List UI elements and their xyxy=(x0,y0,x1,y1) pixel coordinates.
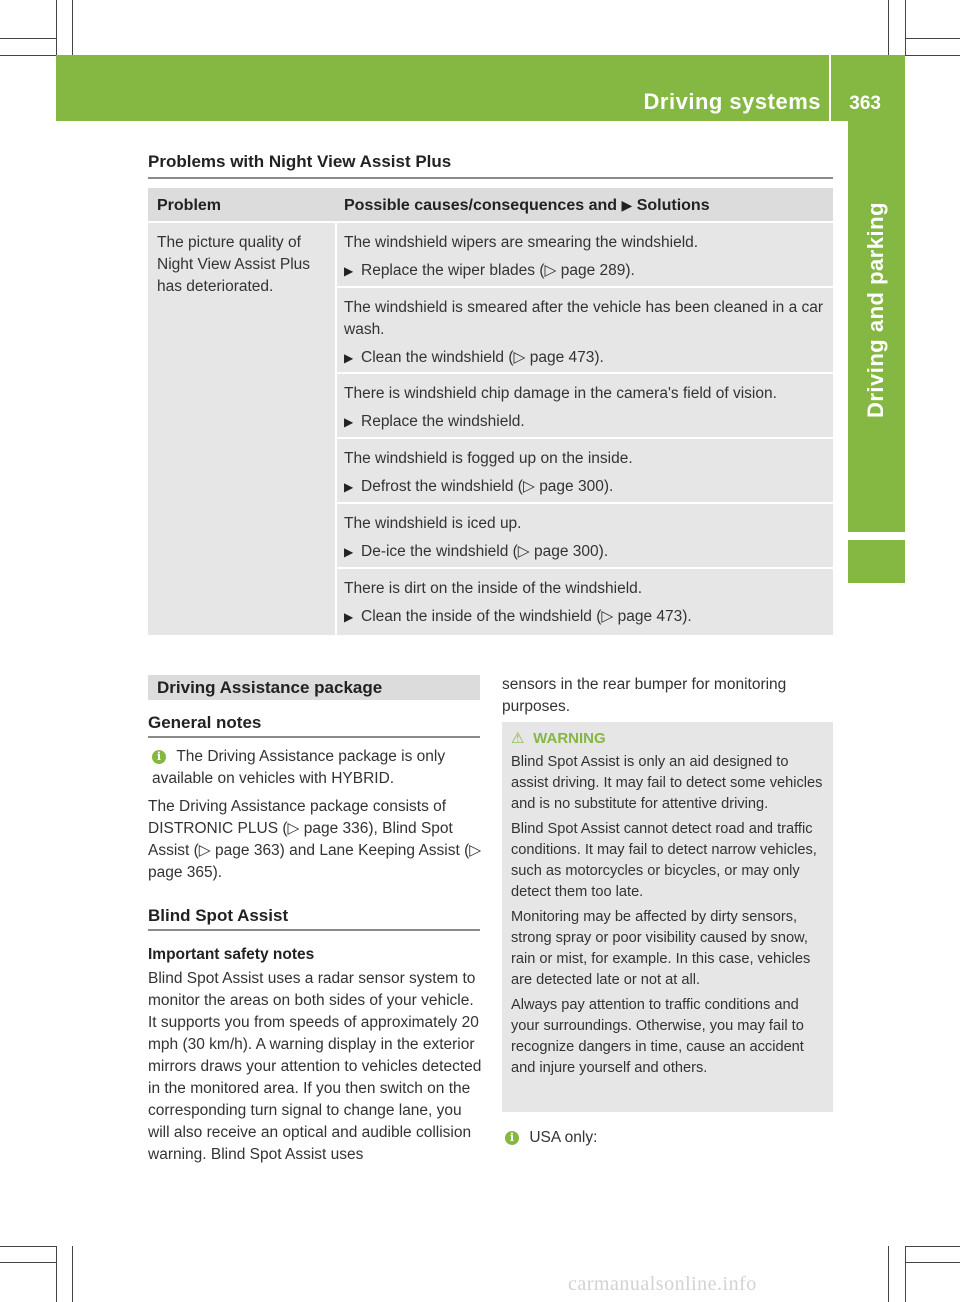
crop-mark xyxy=(72,1246,73,1302)
crop-mark xyxy=(56,1246,57,1302)
column-header-solutions: Solutions xyxy=(636,197,710,214)
column-header-problem: Problem xyxy=(157,197,222,214)
crop-mark xyxy=(905,1246,960,1247)
side-tab-marker xyxy=(848,540,905,583)
crop-mark xyxy=(0,1262,56,1263)
table-header xyxy=(148,188,833,221)
crop-mark xyxy=(905,55,960,56)
action-step: ▶ De-ice the windshield (▷ page 300). xyxy=(344,541,829,563)
crop-mark xyxy=(905,38,960,39)
warning-paragraph: Monitoring may be affected by dirty sensors, strong spray or poor visibility caused by snow, rain or mist, for example. In this case, vehicles are detected late or not at all. xyxy=(511,909,811,988)
column-header-causes-text: Possible causes/consequences and xyxy=(344,197,618,214)
crop-mark xyxy=(888,0,889,55)
crop-mark xyxy=(905,0,906,55)
table-row xyxy=(337,223,833,286)
crop-mark xyxy=(0,38,56,39)
table-row xyxy=(337,504,833,567)
action-step: ▶ Clean the inside of the windshield (▷ page 473). xyxy=(344,606,829,628)
cause-text: There is dirt on the inside of the windshield. xyxy=(344,580,643,597)
section-title: Problems with Night View Assist Plus xyxy=(148,152,452,171)
body-paragraph: Blind Spot Assist uses a radar sensor system to monitor the areas on both sides of your vehicle. It supports you from speeds of approximately 20 mph (30 km/h). A warning display in the exterior mirrors draws your attention to vehicles detected in the monitored area. If you then switch on the corresponding turn signal to change lane, you will also receive an optical and audible collision warning. Blind Spot Assist uses xyxy=(148,970,482,1163)
table-row xyxy=(337,569,833,635)
action-step: ▶ Replace the windshield. xyxy=(344,411,829,433)
body-paragraph: The Driving Assistance package consists of DISTRONIC PLUS (▷ page 336), Blind Spot Assist (▷ page 363) and Lane Keeping Assist (▷ page 365). xyxy=(148,798,482,881)
cause-text: The windshield is iced up. xyxy=(344,515,522,532)
info-note-text: USA only: xyxy=(529,1129,598,1146)
info-note xyxy=(152,746,482,790)
cause-text: The windshield is smeared after the vehicle has been cleaned in a car wash. xyxy=(344,299,824,338)
info-icon: i xyxy=(152,750,166,764)
side-tab-label: Driving and parking xyxy=(863,201,888,419)
info-icon: i xyxy=(505,1131,519,1145)
crop-mark xyxy=(888,1246,889,1302)
warning-paragraph: Always pay attention to traffic conditions and your surroundings. Otherwise, you may fail to recognize dangers in time, cause an accident and injure yourself and others. xyxy=(511,997,804,1076)
warning-paragraph: Blind Spot Assist cannot detect road and traffic conditions. It may fail to detect narrow vehicles, such as motorcycles or bicycles, or may only detect them too late. xyxy=(511,821,817,900)
subsection-title: General notes xyxy=(148,713,262,732)
crop-mark xyxy=(72,0,73,55)
crop-mark xyxy=(905,1262,960,1263)
cause-text: There is windshield chip damage in the camera's field of vision. xyxy=(344,385,777,402)
action-step: ▶ Replace the wiper blades (▷ page 289). xyxy=(344,260,829,282)
info-note xyxy=(505,1127,835,1149)
cause-text: The windshield is fogged up on the inside. xyxy=(344,450,633,467)
crop-mark xyxy=(0,55,56,56)
section-divider xyxy=(148,736,480,738)
page-number: 363 xyxy=(849,93,881,114)
page-header xyxy=(56,55,905,121)
table-row xyxy=(337,374,833,437)
safety-heading xyxy=(148,944,482,966)
crop-mark xyxy=(56,0,57,55)
warning-box xyxy=(502,722,833,1112)
header-divider xyxy=(829,55,831,121)
warning-title: WARNING xyxy=(533,730,606,747)
action-step: ▶ Clean the windshield (▷ page 473). xyxy=(344,347,829,369)
safety-title: Important safety notes xyxy=(148,946,315,963)
table-row xyxy=(337,288,833,372)
section-heading: Driving Assistance package xyxy=(148,675,480,700)
table-row xyxy=(337,439,833,502)
warning-header xyxy=(511,728,826,749)
section-divider xyxy=(148,177,833,179)
subsection-title: Blind Spot Assist xyxy=(148,906,289,925)
warning-icon: ⚠ xyxy=(511,730,525,747)
warning-paragraph: Blind Spot Assist is only an aid designed to assist driving. It may fail to detect some vehicles and is no substitute for attentive driving. xyxy=(511,754,823,812)
column-header-causes xyxy=(344,197,710,215)
problem-cell: The picture quality of Night View Assist Plus has deteriorated. xyxy=(148,223,335,635)
body-paragraph: sensors in the rear bumper for monitoring purposes. xyxy=(502,676,787,715)
chapter-title: Driving systems xyxy=(643,89,821,114)
info-note-text: The Driving Assistance package is only available on vehicles with HYBRID. xyxy=(152,748,446,787)
watermark: carmanualsonline.info xyxy=(568,1273,757,1295)
crop-mark xyxy=(0,1246,56,1247)
section-divider xyxy=(148,929,480,931)
action-step: ▶ Defrost the windshield (▷ page 300). xyxy=(344,476,829,498)
play-arrow-icon: ▶ xyxy=(621,197,633,213)
crop-mark xyxy=(905,1246,906,1302)
cause-text: The windshield wipers are smearing the windshield. xyxy=(344,234,699,251)
